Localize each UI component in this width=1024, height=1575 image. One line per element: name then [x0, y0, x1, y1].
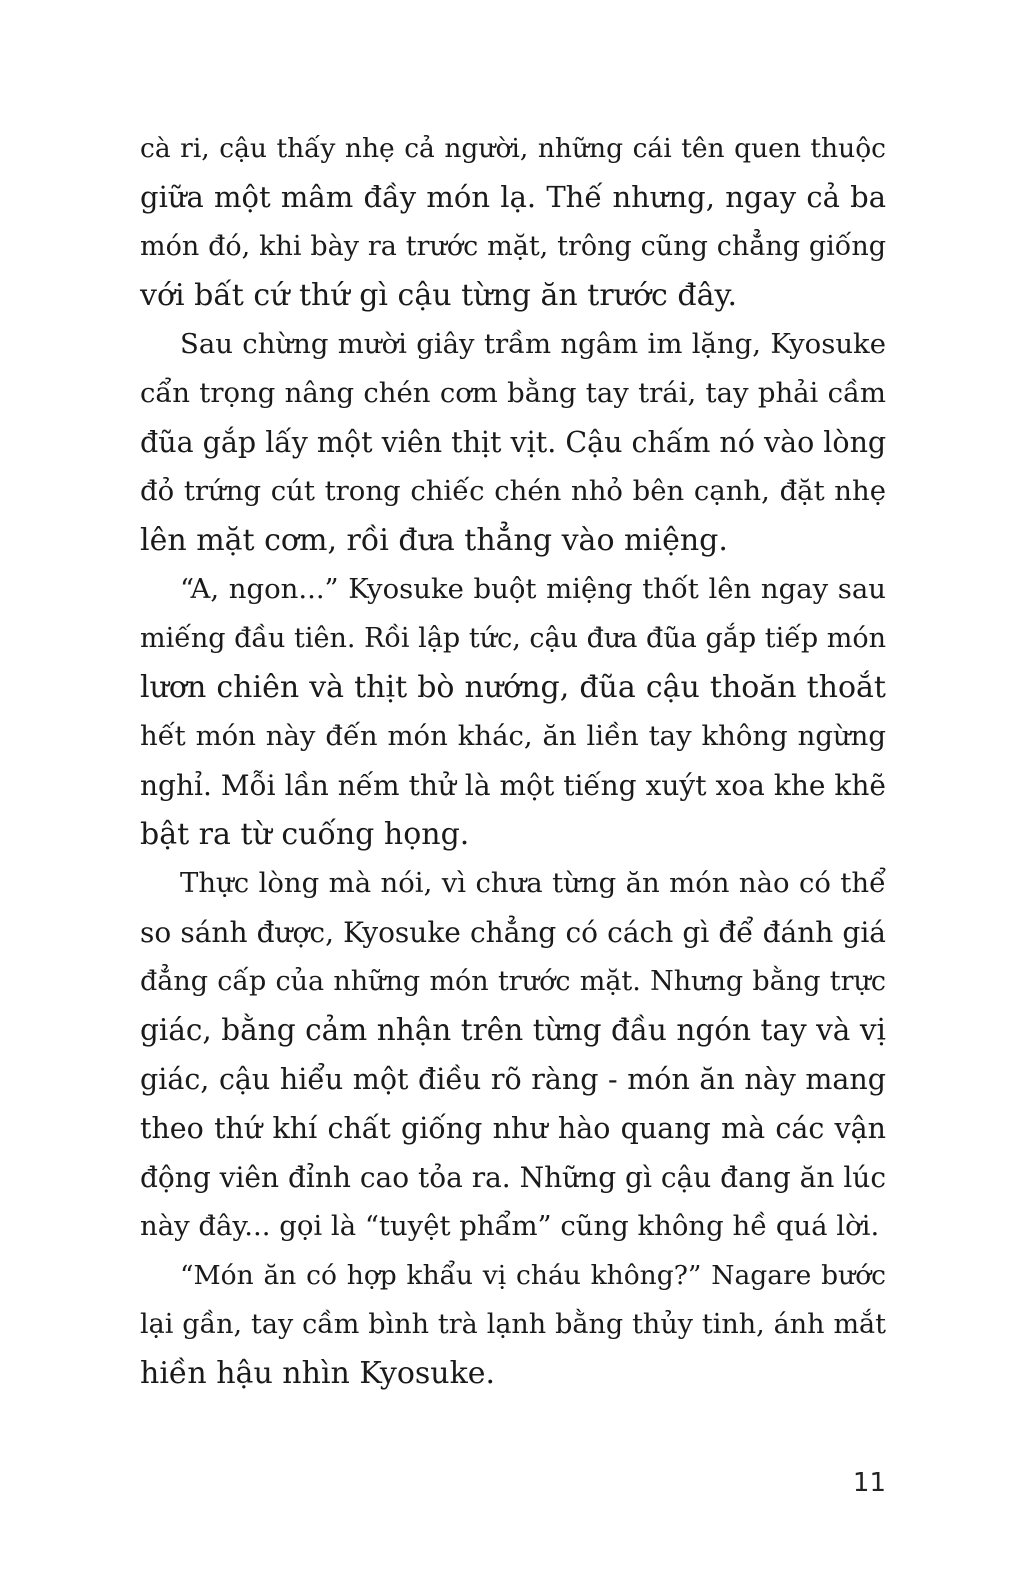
text-line: Thực lòng mà nói, vì chưa từng ăn món nào có thể	[180, 867, 886, 899]
text-line: hiền hậu nhìn Kyosuke.	[140, 1356, 496, 1391]
text-line: đỏ trứng cút trong chiếc chén nhỏ bên cạnh, đặt nhẹ	[140, 475, 886, 507]
text-line: theo thứ khí chất giống như hào quang mà các vận	[140, 1112, 886, 1145]
paragraph	[140, 565, 886, 859]
text-line: giác, cậu hiểu một điều rõ ràng - món ăn này mang	[140, 1063, 886, 1096]
text-line: nghỉ. Mỗi lần nếm thử là một tiếng xuýt xoa khe khẽ	[140, 769, 886, 802]
text-line: lên mặt cơm, rồi đưa thẳng vào miệng.	[140, 523, 728, 558]
text-line: cà ri, cậu thấy nhẹ cả người, những cái tên quen thuộc	[140, 133, 886, 164]
text-line: cẩn trọng nâng chén cơm bằng tay trái, tay phải cầm	[140, 377, 886, 409]
text-line: hết món này đến món khác, ăn liền tay không ngừng	[140, 720, 886, 752]
text-line: lại gần, tay cầm bình trà lạnh bằng thủy tinh, ánh mắt	[140, 1309, 886, 1340]
text-line: này đây... gọi là “tuyệt phẩm” cũng không hề quá lời.	[140, 1210, 880, 1242]
paragraph	[140, 1251, 886, 1398]
paragraph	[140, 124, 886, 320]
paragraph	[140, 859, 886, 1251]
text-line: với bất cứ thứ gì cậu từng ăn trước đây.	[140, 278, 737, 313]
text-line: lươn chiên và thịt bò nướng, đũa cậu thoăn thoắt	[140, 670, 886, 705]
text-line: giữa một mâm đầy món lạ. Thế nhưng, ngay cả ba	[140, 180, 886, 214]
text-line: “A, ngon...” Kyosuke buột miệng thốt lên ngay sau	[180, 573, 886, 605]
text-line: đũa gắp lấy một viên thịt vịt. Cậu chấm nó vào lòng	[140, 426, 887, 459]
text-line: đẳng cấp của những món trước mặt. Nhưng bằng trực	[140, 966, 886, 997]
text-line: bật ra từ cuống họng.	[140, 817, 470, 852]
paragraph	[140, 320, 886, 565]
text-line: động viên đỉnh cao tỏa ra. Những gì cậu đang ăn lúc	[140, 1161, 886, 1194]
text-line: món đó, khi bày ra trước mặt, trông cũng chẳng giống	[140, 231, 886, 262]
text-line: “Món ăn có hợp khẩu vị cháu không?” Nagare bước	[180, 1260, 886, 1291]
text-line: so sánh được, Kyosuke chẳng có cách gì để đánh giá	[140, 916, 886, 949]
page-body	[140, 124, 886, 1398]
text-line: Sau chừng mười giây trầm ngâm im lặng, Kyosuke	[180, 328, 886, 360]
page-number: 11	[852, 1468, 886, 1498]
text-line: miếng đầu tiên. Rồi lập tức, cậu đưa đũa gắp tiếp món	[140, 623, 886, 654]
text-line: giác, bằng cảm nhận trên từng đầu ngón tay và vị	[140, 1013, 886, 1047]
